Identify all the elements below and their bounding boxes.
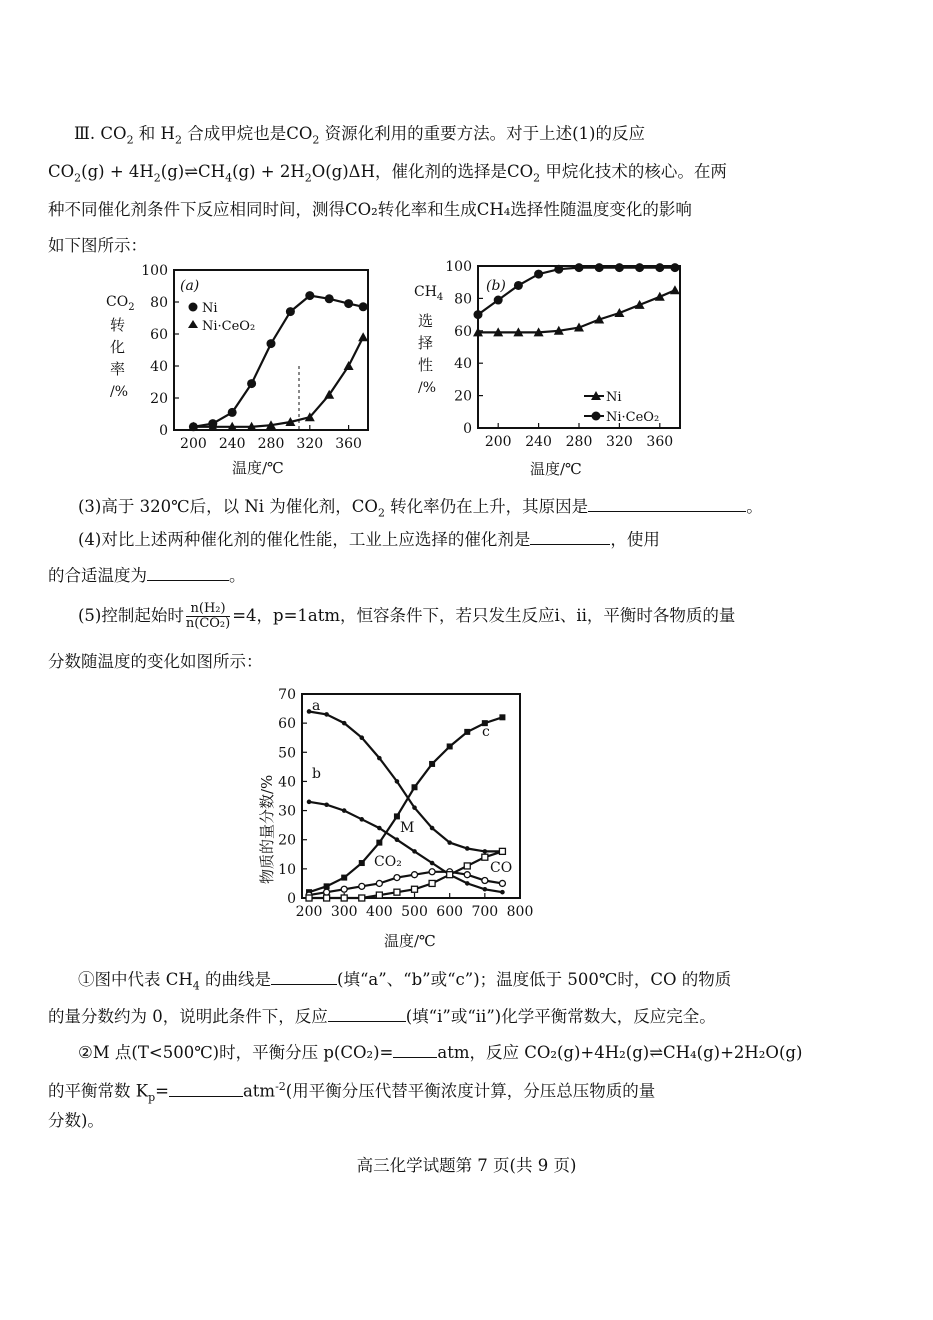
chart-c-series-co-point bbox=[412, 872, 418, 878]
chart-c-series-c-point bbox=[341, 875, 347, 881]
chart-a-series-ni-point bbox=[358, 332, 368, 341]
chart-c-series-co-point bbox=[324, 895, 330, 901]
y-tick-label: 40 bbox=[454, 356, 472, 373]
y-tick-label: 100 bbox=[445, 259, 472, 275]
chart-c-series-b-point bbox=[324, 802, 329, 807]
intro-line-4: 如下图所示： bbox=[48, 236, 147, 255]
x-tick-label: 200 bbox=[295, 904, 323, 920]
chart-a-ylabel-3: 化 bbox=[110, 338, 126, 356]
x-tick-label: 240 bbox=[218, 436, 246, 452]
answer-blank-q4-temp[interactable] bbox=[147, 563, 229, 581]
chart-a-series-niceo-point bbox=[325, 294, 334, 303]
chart-c-series-co-point bbox=[376, 880, 382, 886]
chart-c-series-a-point bbox=[359, 735, 364, 740]
chart-c-series-c-point bbox=[394, 813, 400, 819]
x-tick-label: 360 bbox=[646, 434, 674, 450]
chart-b-series-niceo-point bbox=[670, 263, 679, 272]
chart-c-series-c-point bbox=[464, 729, 470, 735]
chart-a-series-niceo-point bbox=[305, 291, 314, 300]
chart-a-legend-ni: Ni bbox=[202, 301, 218, 316]
chart-a-xlabel: 温度/℃ bbox=[232, 459, 284, 477]
chart-a-frame bbox=[174, 270, 368, 430]
chart-c-mole-fraction bbox=[250, 684, 540, 954]
chart-c-series-co-point bbox=[341, 895, 347, 901]
question-3: (3)高于 320℃后，以 Ni 为催化剂，$CO_2$ 转化率仍在上升，其原因是 。 bbox=[78, 494, 928, 525]
question-4: (4)对比上述两种催化剂的催化性能，工业上应选择的催化剂是 ，使用 bbox=[78, 527, 928, 552]
y-tick-label: 80 bbox=[454, 291, 472, 308]
chart-a-series-niceo-point bbox=[228, 408, 237, 417]
y-tick-label: 40 bbox=[278, 774, 296, 791]
chart-a-legend-marker-ni bbox=[188, 320, 198, 328]
chart-c-series-a-point bbox=[430, 826, 435, 831]
chart-a-legend-marker-nice bbox=[189, 303, 198, 312]
chart-a-series-niceo-line bbox=[193, 296, 363, 427]
chart-c-series-a-point bbox=[307, 709, 312, 714]
chart-a-series-niceo-point bbox=[189, 422, 198, 431]
chart-a-series-niceo-point bbox=[267, 339, 276, 348]
subquestion-2-cont: 的平衡常数 $K_p= atm^{-2}$(用平衡分压代替平衡浓度计算，分压总压物质的量 bbox=[48, 1080, 656, 1104]
chart-a-ylabel-5: /% bbox=[110, 384, 129, 400]
x-tick-label: 200 bbox=[484, 434, 512, 450]
chart-c-series-b-point bbox=[483, 887, 488, 892]
chart-c-series-b-point bbox=[395, 837, 400, 842]
y-tick-label: 60 bbox=[454, 323, 472, 340]
chart-c-series-co-point bbox=[447, 872, 453, 878]
y-tick-label: 60 bbox=[150, 327, 168, 343]
chart-c-series-co-point bbox=[464, 863, 470, 869]
answer-blank-s1-curve[interactable] bbox=[271, 967, 337, 985]
subquestion-2-end: 分数)。 bbox=[48, 1111, 104, 1130]
chart-c-series-b-point bbox=[500, 890, 505, 895]
chart-b-ylabel-4: 性 bbox=[418, 356, 434, 374]
chart-c-series-co-point bbox=[499, 848, 505, 854]
chart-b-ylabel-2: 选 bbox=[418, 312, 434, 330]
chart-a-series-ni-line bbox=[193, 337, 363, 427]
x-tick-label: 280 bbox=[257, 436, 285, 452]
chart-c-series-c-point bbox=[412, 784, 418, 790]
chart-a-series-niceo-point bbox=[286, 307, 295, 316]
chart-c-series-b-line bbox=[309, 802, 502, 892]
y-tick-label: 20 bbox=[278, 832, 296, 849]
chart-c-series-a-point bbox=[395, 779, 400, 784]
chart-c-series-c-point bbox=[376, 840, 382, 846]
chart-b-series-niceo-point bbox=[474, 310, 483, 319]
chart-b-series-ni-point bbox=[670, 285, 680, 294]
chart-a-ylabel-1: $CO_2$ bbox=[106, 294, 135, 313]
chart-b-series-niceo-point bbox=[615, 263, 624, 272]
chart-c-label-c: c bbox=[482, 724, 490, 740]
chart-c-label-b: b bbox=[312, 766, 321, 782]
chart-c-series-a-point bbox=[377, 756, 382, 761]
answer-blank-s2-pressure[interactable] bbox=[393, 1040, 437, 1058]
chart-c-series-a-point bbox=[447, 840, 452, 845]
x-tick-label: 400 bbox=[365, 904, 393, 920]
y-tick-label: 10 bbox=[278, 861, 296, 878]
question-5: (5)控制起始时 $\frac{\text{n(H₂)}}{\text{n(CO₂)}}$ =4，p=1atm，恒容条件下，若只发生反应ⅰ、ⅱ，平衡时各物质的量 bbox=[78, 601, 736, 631]
chart-a-series-niceo-point bbox=[344, 299, 353, 308]
chart-c-series-c-point bbox=[359, 860, 365, 866]
ratio-fraction: $\frac{\text{n(H₂)}}{\text{n(CO₂)}}$ bbox=[185, 601, 231, 631]
chart-c-series-co-point bbox=[341, 886, 347, 892]
chart-c-series-co-point bbox=[482, 854, 488, 860]
y-tick-label: 0 bbox=[159, 423, 168, 439]
chart-a-co2-conversion bbox=[100, 262, 380, 478]
chart-c-label-co: CO bbox=[490, 860, 513, 876]
x-tick-label: 200 bbox=[180, 436, 207, 452]
chart-b-series-niceo-point bbox=[595, 263, 604, 272]
x-tick-label: 500 bbox=[401, 904, 428, 920]
intro-line-3: 种不同催化剂条件下反应相同时间，测得CO₂转化率和生成CH₄选择性随温度变化的影响 bbox=[48, 200, 692, 219]
chart-c-series-b-point bbox=[307, 800, 312, 805]
page-footer: 高三化学试题第 7 页(共 9 页) bbox=[356, 1156, 577, 1175]
chart-c-label-a: a bbox=[312, 698, 321, 714]
chart-b-ylabel-1: $CH_4$ bbox=[414, 284, 444, 303]
y-tick-label: 50 bbox=[278, 745, 296, 762]
y-tick-label: 100 bbox=[141, 263, 168, 279]
chart-c-series-a-point bbox=[483, 849, 488, 854]
chart-a-series-niceo-point bbox=[247, 379, 256, 388]
x-tick-label: 320 bbox=[296, 436, 324, 452]
chart-c-series-b-point bbox=[430, 861, 435, 866]
y-tick-label: 0 bbox=[287, 891, 296, 907]
y-tick-label: 40 bbox=[150, 359, 168, 375]
chart-c-series-co-point bbox=[429, 869, 435, 875]
chart-a-legend-nice: Ni·CeO₂ bbox=[202, 319, 256, 334]
question-4-cont: 的合适温度为 。 bbox=[48, 563, 898, 588]
chart-b-tag: (b) bbox=[486, 278, 506, 294]
chart-a-ylabel-4: 率 bbox=[110, 360, 126, 378]
chart-c-series-co-point bbox=[394, 889, 400, 895]
intro-line-1: Ⅲ. $CO_2$ 和 $H_2$ 合成甲烷也是$CO_2$ 资源化利用的重要方法。对于上述(1)的反应 bbox=[74, 124, 645, 147]
chart-c-series-c-point bbox=[447, 743, 453, 749]
subquestion-2: ②M 点(T<500℃)时，平衡分压 p(CO₂)= atm，反应 CO₂(g)+4H₂(g)⇌CH₄(g)+2H₂O(g) bbox=[78, 1040, 928, 1065]
chart-c-series-b-point bbox=[342, 808, 347, 813]
chart-c-series-c-line bbox=[309, 717, 502, 892]
chart-b-ylabel-5: /% bbox=[418, 380, 437, 396]
chart-b-series-niceo-line bbox=[478, 268, 675, 315]
chart-c-series-c-point bbox=[324, 883, 330, 889]
answer-blank-s1-reaction[interactable] bbox=[328, 1004, 406, 1022]
chart-c-xlabel: 温度/℃ bbox=[384, 932, 436, 950]
chart-c-series-c-point bbox=[429, 761, 435, 767]
chart-c-label-co2: CO₂ bbox=[374, 854, 402, 870]
chart-c-series-a-point bbox=[324, 712, 329, 717]
chart-b-legend-ni: Ni bbox=[606, 390, 622, 405]
chart-c-series-co-point bbox=[429, 880, 435, 886]
x-tick-label: 280 bbox=[565, 434, 593, 450]
intro-line-2: $CO_2(g)$ + $4H_2(g)\rightleftharpoons CH_4(g) + 2H_2O(g)\Delta H$，催化剂的选择是$CO_2$ 甲烷化技术的核心。在两 bbox=[48, 162, 727, 185]
y-tick-label: 80 bbox=[150, 295, 168, 311]
chart-c-series-co-point bbox=[376, 892, 382, 898]
chart-a-ylabel-2: 转 bbox=[110, 316, 126, 334]
chart-c-series-co-point bbox=[464, 872, 470, 878]
x-tick-label: 360 bbox=[335, 436, 362, 452]
chart-c-series-b-point bbox=[465, 881, 470, 886]
y-tick-label: 70 bbox=[278, 687, 296, 703]
answer-blank-q3[interactable] bbox=[588, 494, 746, 512]
chart-c-series-co-point bbox=[394, 875, 400, 881]
chart-c-series-a-point bbox=[412, 805, 417, 810]
chart-c-series-co-point bbox=[324, 889, 330, 895]
chart-b-series-niceo-point bbox=[494, 296, 503, 305]
chart-a-series-ni-point bbox=[344, 361, 354, 370]
chart-a-series-niceo-point bbox=[359, 302, 368, 311]
y-tick-label: 60 bbox=[278, 716, 296, 733]
chart-c-series-co-point bbox=[359, 883, 365, 889]
chart-b-ylabel-3: 择 bbox=[418, 334, 434, 352]
chart-b-series-niceo-point bbox=[655, 263, 664, 272]
chart-c-series-co-point bbox=[412, 886, 418, 892]
chart-b-legend-nice: Ni·CeO₂ bbox=[606, 410, 660, 425]
chart-c-label-m: M bbox=[400, 820, 415, 836]
answer-blank-q4-catalyst[interactable] bbox=[530, 527, 610, 545]
x-tick-label: 800 bbox=[506, 904, 534, 920]
y-tick-label: 20 bbox=[454, 388, 472, 405]
chart-c-series-co-point bbox=[499, 880, 505, 886]
subquestion-1: ①图中代表 $CH_4$ 的曲线是 (填“a”、“b”或“c”)；温度低于 500℃时，CO 的物质 bbox=[78, 967, 928, 998]
chart-b-series-niceo-point bbox=[635, 263, 644, 272]
chart-c-series-b-point bbox=[377, 826, 382, 831]
chart-b-series-ni-line bbox=[478, 290, 675, 332]
x-tick-label: 600 bbox=[436, 904, 464, 920]
chart-b-series-niceo-point bbox=[554, 265, 563, 274]
x-tick-label: 300 bbox=[330, 904, 358, 920]
chart-c-series-b-point bbox=[359, 817, 364, 822]
chart-b-frame bbox=[478, 266, 680, 428]
chart-c-series-a-point bbox=[342, 721, 347, 726]
y-tick-label: 0 bbox=[463, 421, 472, 437]
chart-b-xlabel: 温度/℃ bbox=[530, 460, 582, 478]
subquestion-1-cont: 的量分数约为 0，说明此条件下，反应 (填“ⅰ”或“ⅱ”)化学平衡常数大，反应完全。 bbox=[48, 1004, 898, 1029]
chart-c-series-co-point bbox=[482, 878, 488, 884]
x-tick-label: 320 bbox=[606, 434, 633, 450]
answer-blank-s2-kp[interactable] bbox=[169, 1079, 243, 1097]
chart-a-series-niceo-point bbox=[208, 419, 217, 428]
x-tick-label: 240 bbox=[525, 434, 552, 450]
chart-b-series-niceo-point bbox=[534, 270, 543, 279]
chart-b-ch4-selectivity bbox=[408, 258, 693, 480]
chart-c-series-c-point bbox=[499, 714, 505, 720]
chart-c-series-a-point bbox=[465, 846, 470, 851]
chart-c-series-co-point bbox=[306, 895, 312, 901]
chart-b-series-niceo-point bbox=[514, 281, 523, 290]
chart-c-ylabel: 物质的量分数/% bbox=[258, 774, 276, 884]
y-tick-label: 30 bbox=[278, 803, 296, 820]
x-tick-label: 700 bbox=[471, 904, 499, 920]
chart-a-tag: (a) bbox=[180, 278, 200, 294]
chart-c-series-co-point bbox=[359, 895, 365, 901]
chart-c-series-b-point bbox=[412, 849, 417, 854]
y-tick-label: 20 bbox=[150, 391, 168, 407]
question-5-cont: 分数随温度的变化如图所示： bbox=[48, 652, 263, 671]
chart-b-series-niceo-point bbox=[575, 263, 584, 272]
